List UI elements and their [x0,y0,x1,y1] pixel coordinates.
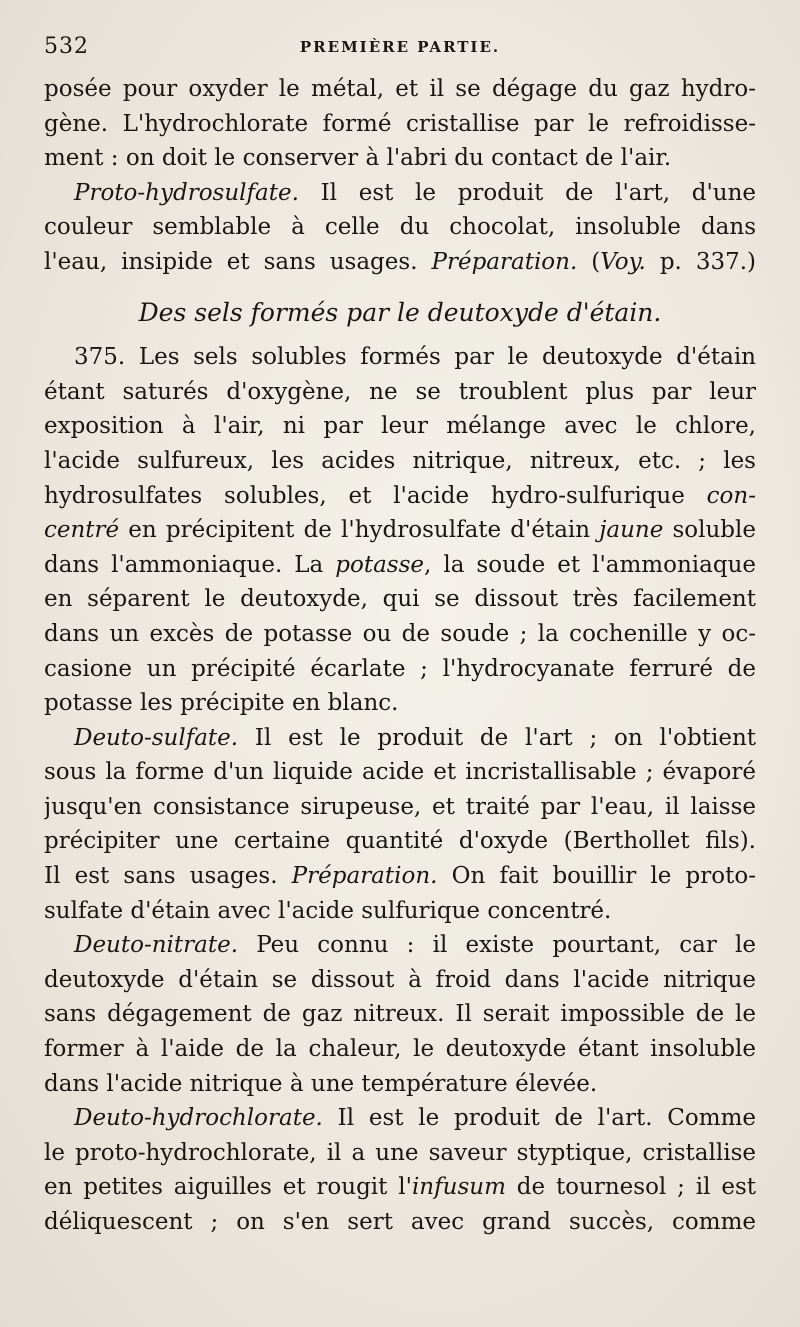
section-title: Des sels formés par le deutoxyde d'étain. [138,297,662,327]
text-line: sans dégagement de gaz nitreux. Il serait impossible de le [44,1001,756,1028]
term-proto-hydrosulfate: Proto-hydrosulfate. [74,179,299,206]
text-line: en petites aiguilles et rougit l'infusum de tournesol ; il est [44,1174,756,1201]
body-text [44,72,756,1240]
text-line: étant saturés d'oxygène, ne se troublent plus par leur [44,378,756,405]
text-line: ment : on doit le conserver à l'abri du contact de l'air. [44,145,672,172]
text-line: Il est sans usages. Préparation. On fait bouillir le proto- [44,863,756,890]
text-line: posée pour oxyder le métal, et il se dégage du gaz hydro- [44,76,756,102]
text-line: couleur semblable à celle du chocolat, insoluble dans [44,214,756,241]
text-line: gène. L'hydrochlorate formé cristallise par le refroidisse- [44,110,756,137]
text-line: jusqu'en consistance sirupeuse, et traité par l'eau, il laisse [44,793,756,820]
text-line: Deuto-hydrochlorate. Il est le produit de l'art. Comme [74,1105,756,1132]
term-deuto-sulfate: Deuto-sulfate. [74,724,239,751]
page-header [44,34,756,64]
text-line: sous la forme d'un liquide acide et incristallisable ; évaporé [44,759,756,786]
term-deuto-nitrate: Deuto-nitrate. [74,932,239,959]
text-line: déliquescent ; on s'en sert avec grand succès, comme [44,1209,756,1235]
text-line: dans un excès de potasse ou de soude ; la cochenille y oc- [44,620,756,647]
page-number: 532 [44,34,89,59]
running-head: PREMIÈRE PARTIE. [299,38,501,56]
text-line: potasse les précipite en blanc. [44,690,399,717]
text-line: hydrosulfates solubles, et l'acide hydro-sulfurique con- [44,482,756,509]
text-line: former à l'aide de la chaleur, le deutoxyde étant insoluble [44,1036,756,1063]
text-line: l'acide sulfureux, les acides nitrique, nitreux, etc. ; les [44,447,756,474]
text-line: casione un précipité écarlate ; l'hydrocyanate ferruré de [44,655,756,682]
text-line: le proto-hydrochlorate, il a une saveur styptique, cristallise [44,1139,756,1166]
text-line: l'eau, insipide et sans usages. Préparation. (Voy. p. 337.) [44,248,756,275]
text-line: Proto-hydrosulfate. Il est le produit de l'art, d'une [74,179,756,206]
text-line: centré en précipitent de l'hydrosulfate d'étain jaune soluble [44,517,756,544]
text-line: sulfate d'étain avec l'acide sulfurique concentré. [44,897,612,924]
term-deuto-hydrochlorate: Deuto-hydrochlorate. [74,1105,323,1132]
text-line: exposition à l'air, ni par leur mélange avec le chlore, [44,413,756,440]
text-line: dans l'acide nitrique à une température élevée. [44,1070,598,1097]
text-line: dans l'ammoniaque. La potasse, la soude et l'ammoniaque [44,551,756,578]
text-line: Deuto-nitrate. Peu connu : il existe pourtant, car le [74,932,756,959]
text-line: précipiter une certaine quantité d'oxyde (Berthollet fils). [44,828,756,855]
text-line: en séparent le deutoxyde, qui se dissout très facilement [44,586,756,613]
text-line: Deuto-sulfate. Il est le produit de l'art ; on l'obtient [74,724,756,751]
text-line: deutoxyde d'étain se dissout à froid dans l'acide nitrique [44,966,756,993]
text-line: 375. Les sels solubles formés par le deutoxyde d'étain [74,344,756,371]
